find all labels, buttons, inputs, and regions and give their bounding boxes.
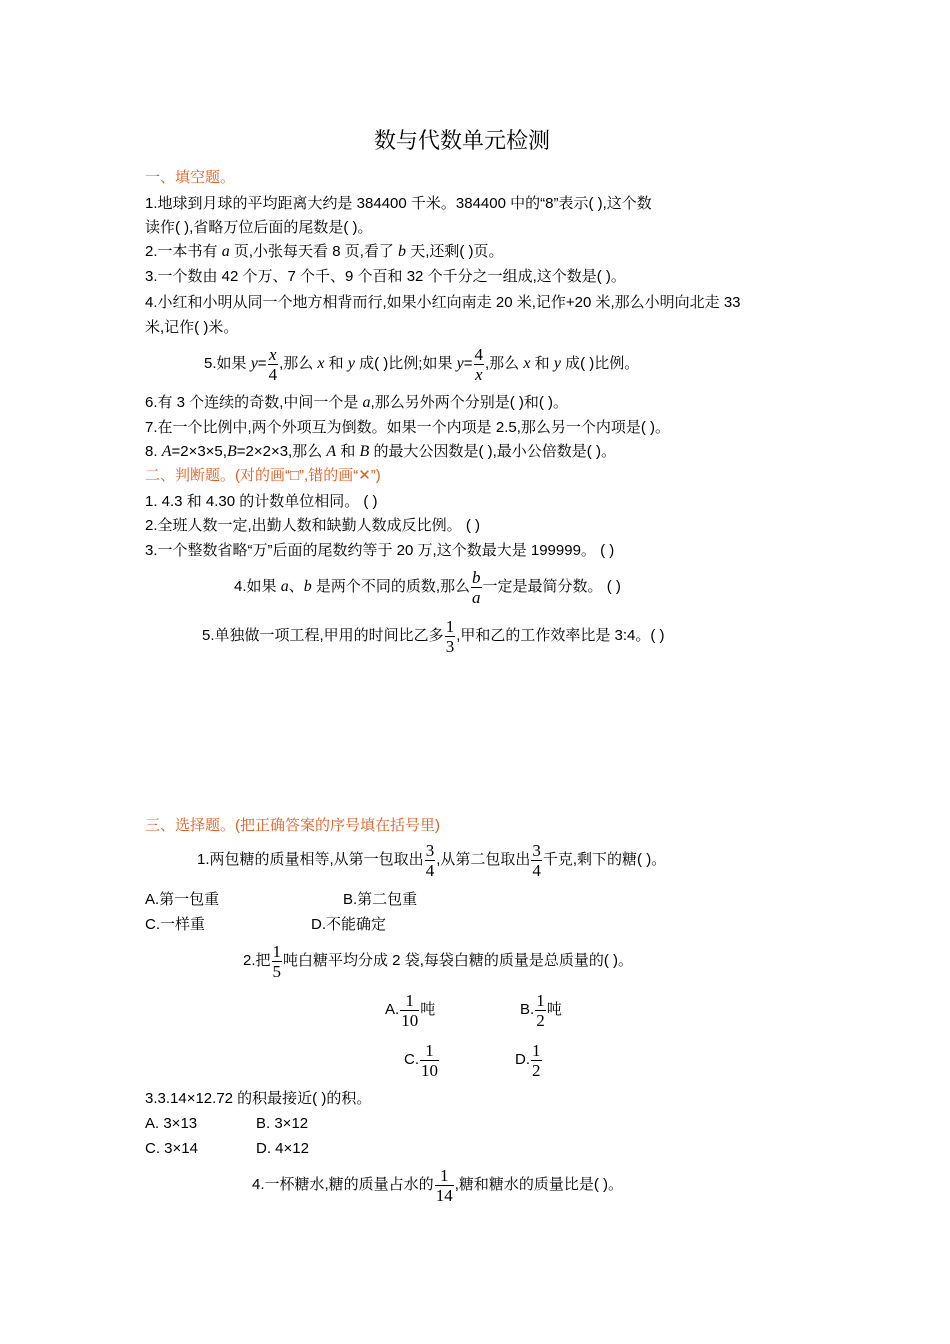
fraction-3-over-4: $\frac{3}{4}$: [532, 840, 541, 880]
fraction-1-over-5: $\frac{1}{5}$: [272, 941, 282, 981]
choice-2-option-b: B. $\frac{1}{2}$ 吨: [520, 990, 562, 1030]
choice-2-option-c: C. $\frac{1}{10}$: [404, 1040, 438, 1080]
fraction-x-over-4: $\frac{x}{4}$: [268, 344, 278, 384]
question-fill-5: 5.如果 y= $\frac{x}{4}$ ,那么 x 和 y 成( )比例;如果 y= $\frac{4}{x}$ ,那么 x 和 y 成( )比例。: [204, 344, 640, 384]
question-fill-3: 3.一个数由 42 个万、7 个千、9 个百和 32 个千分之一组成,这个数是( )。: [145, 268, 626, 285]
choice-1-option-d: D.不能确定: [311, 916, 387, 933]
question-fill-8: 8. A=2×3×5,B=2×2×3,那么 A 和 B 的最大公因数是( ),最小公倍数是( )。: [145, 443, 616, 460]
choice-2-option-d: D. $\frac{1}{2}$: [515, 1040, 541, 1080]
question-judge-1: 1. 4.3 和 4.30 的计数单位相同。 ( ): [145, 493, 378, 510]
question-choice-2: 2.把 $\frac{1}{5}$ 吨白糖平均分成 2 袋,每袋白糖的质量是总质量的( )。: [243, 941, 634, 981]
question-fill-6: 6.有 3 个连续的奇数,中间一个是 a,那么另外两个分别是( )和( )。: [145, 394, 569, 411]
page-title: 数与代数单元检测: [374, 129, 551, 154]
choice-3-option-c: C. 3×14: [145, 1140, 198, 1157]
choice-1-option-b: B.第二包重: [343, 891, 418, 908]
choice-3-option-a: A. 3×13: [145, 1115, 198, 1132]
fraction-4-over-x: $\frac{4}{x}$: [474, 344, 484, 384]
question-judge-4: 4.如果 a、b 是两个不同的质数,那么 $\frac{b}{a}$ 一定是最简分数。 ( ): [234, 567, 621, 607]
question-judge-3: 3.一个整数省略“万”后面的尾数约等于 20 万,这个数最大是 199999。 ( ): [145, 542, 615, 559]
variable-a: a: [221, 243, 230, 260]
question-fill-7: 7.在一个比例中,两个外项互为倒数。如果一个内项是 2.5,那么另一个内项是( )。: [145, 419, 671, 436]
fraction-b-over-a: $\frac{b}{a}$: [472, 567, 481, 607]
section-heading-fill-blank: 一、填空题。: [145, 169, 236, 186]
fraction-1-over-14: $\frac{1}{14}$: [435, 1165, 453, 1205]
fraction-3-over-4: $\frac{3}{4}$: [425, 840, 435, 880]
section-heading-judge: 二、判断题。(对的画“□”,错的画“✕”): [145, 467, 381, 484]
question-choice-1: 1.两包糖的质量相等,从第一包取出 $\frac{3}{4}$ ,从第二包取出 $\frac{3}{4}$ 千克,剩下的糖( )。: [197, 840, 667, 880]
fraction-1-over-3: $\frac{1}{3}$: [445, 616, 455, 656]
choice-1-option-c: C.一样重: [145, 916, 206, 933]
choice-3-option-d: D. 4×12: [256, 1140, 309, 1157]
choice-3-option-b: B. 3×12: [256, 1115, 309, 1132]
question-fill-4-line-1: 4.小红和小明从同一个地方相背而行,如果小红向南走 20 米,记作+20 米,那么小明向北走 33: [145, 294, 741, 311]
choice-2-option-a: A. $\frac{1}{10}$ 吨: [385, 990, 436, 1030]
choice-1-option-a: A.第一包重: [145, 891, 220, 908]
question-choice-4: 4.一杯糖水,糖的质量占水的 $\frac{1}{14}$ ,糖和糖水的质量比是( )。: [252, 1165, 624, 1205]
question-choice-3: 3.3.14×12.72 的积最接近( )的积。: [145, 1090, 372, 1107]
section-heading-choice: 三、选择题。(把正确答案的序号填在括号里): [145, 817, 440, 834]
question-fill-1-line-2: 读作( ),省略万位后面的尾数是( )。: [145, 219, 373, 236]
question-fill-4-line-2: 米,记作( )米。: [145, 319, 239, 336]
variable-b: b: [398, 243, 407, 260]
question-fill-1-line-1: 1.地球到月球的平均距离大约是 384400 千米。384400 中的“8”表示( ),这个数: [145, 195, 652, 212]
question-judge-2: 2.全班人数一定,出勤人数和缺勤人数成反比例。 ( ): [145, 517, 481, 534]
question-fill-2: 2.一本书有 a 页,小张每天看 8 页,看了 b 天,还剩( )页。: [145, 243, 504, 260]
question-judge-5: 5.单独做一项工程,甲用的时间比乙多 $\frac{1}{3}$ ,甲和乙的工作效率比是 3:4。( ): [202, 616, 665, 656]
